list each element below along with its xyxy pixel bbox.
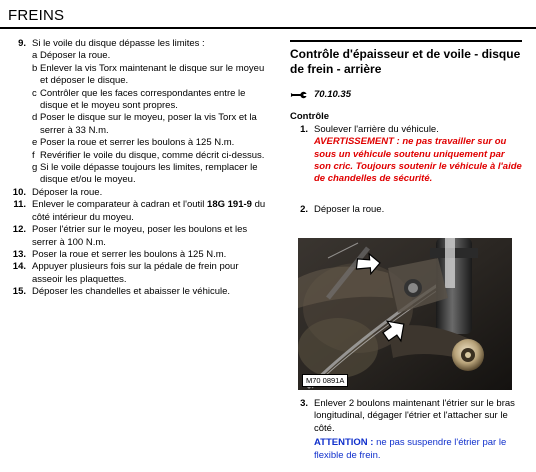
step-12 — [8, 224, 270, 249]
substep-letter: g — [32, 162, 38, 174]
after-photo-steps — [290, 398, 522, 462]
attention-text: ne pas suspendre l'étrier par le flexible de frein. — [314, 437, 507, 461]
substep-text: Déposer la roue. — [40, 50, 111, 62]
step-10 — [8, 187, 270, 199]
substep-letter: c — [32, 87, 37, 99]
section-title: Contrôle d'épaisseur et de voile - disque de frein - arrière — [290, 47, 521, 76]
step-text: Déposer la roue. — [32, 186, 103, 198]
attention-block — [290, 437, 522, 462]
step-number: 15. — [12, 286, 26, 298]
step-13 — [8, 249, 270, 261]
step-14 — [8, 261, 270, 286]
repair-reference — [290, 89, 522, 101]
substep-c — [8, 88, 270, 113]
step-number: 9. — [18, 38, 26, 49]
left-column — [8, 38, 270, 299]
substep-letter: f — [32, 149, 35, 161]
step-11 — [8, 199, 270, 224]
section-rule — [290, 40, 522, 42]
step-number: 13. — [12, 248, 26, 260]
step-number: 12. — [12, 224, 26, 236]
step-15 — [8, 286, 270, 298]
warning-block — [290, 136, 522, 186]
step-number: 1. — [300, 123, 308, 135]
step-9 — [8, 38, 270, 50]
warning-text: AVERTISSEMENT : ne pas travailler sur ou sous un véhicule soutenu uniquement par son cric. Toujours soutenir le véhicule à l'aide de chandelles de sécurité. — [314, 136, 522, 185]
substep-e — [8, 137, 270, 149]
step-text: Poser l'étrier sur le moyeu, poser les boulons et les serrer à 100 N.m. — [32, 224, 248, 248]
substep-text: Contrôler que les faces correspondantes entre le disque et le moyeu sont propres. — [40, 87, 246, 112]
page-header — [0, 0, 536, 30]
substep-g — [8, 162, 270, 187]
check-step-2 — [290, 204, 522, 216]
step-text: Déposer la roue. — [314, 203, 385, 215]
attention-label: ATTENTION : — [314, 437, 374, 449]
substep-text: Poser la roue et serrer les boulons à 125 N.m. — [40, 137, 235, 149]
step-text-before: Enlever le comparateur à cadran et l'outil — [32, 199, 208, 211]
substep-d — [8, 112, 270, 137]
substep-letter: b — [32, 62, 38, 74]
step-number: 11. — [13, 199, 26, 211]
step-text: Si le voile du disque dépasse les limites : — [32, 38, 205, 49]
substep-text: Poser le disque sur le moyeu, poser la vis Torx et la serrer à 33 N.m. — [40, 112, 257, 136]
step-number: 14. — [12, 261, 26, 273]
step-text: Déposer les chandelles et abaisser le véhicule. — [32, 286, 231, 298]
repair-code: 70.10.35 — [314, 89, 351, 100]
substep-b — [8, 63, 270, 88]
substep-text: Si le voile dépasse toujours les limites, remplacer le disque et/ou le moyeu. — [40, 162, 258, 186]
substep-letter: e — [32, 137, 38, 149]
check-step-3 — [290, 398, 522, 435]
step-text: Poser la roue et serrer les boulons à 125 N.m. — [32, 248, 227, 260]
chapter-title: FREINS — [8, 7, 65, 24]
substep-letter: a — [32, 50, 38, 62]
figure-code: M70 0891A — [302, 374, 348, 387]
photo-illustration — [298, 238, 512, 390]
wrench-icon — [290, 90, 308, 100]
brake-caliper-photo — [298, 238, 512, 390]
step-number: 3. — [300, 398, 308, 409]
step-number: 2. — [300, 203, 308, 215]
substep-a — [8, 50, 270, 62]
step-text-after: du côté intérieur du moyeu. — [32, 199, 266, 223]
tool-reference: 18G 191-9 — [207, 199, 252, 211]
substep-letter: d — [32, 112, 38, 124]
header-rule — [0, 27, 536, 29]
step-text: Soulever l'arrière du véhicule. — [314, 123, 439, 135]
step-text: Appuyer plusieurs fois sur la pédale de frein pour asseoir les plaquettes. — [32, 261, 239, 285]
step-text: Enlever 2 boulons maintenant l'étrier sur le bras longitudinal, dégager l'étrier et l'attacher sur le côté. — [314, 398, 515, 434]
substep-f — [8, 150, 270, 162]
subsection-heading: Contrôle — [290, 111, 330, 123]
substep-text: Enlever la vis Torx maintenant le disque sur le moyeu et déposer le disque. — [40, 62, 265, 87]
check-step-1 — [290, 124, 522, 136]
right-column — [290, 40, 522, 216]
substep-text: Revérifier le voile du disque, comme décrit ci-dessus. — [40, 149, 265, 161]
step-number: 10. — [12, 186, 26, 198]
